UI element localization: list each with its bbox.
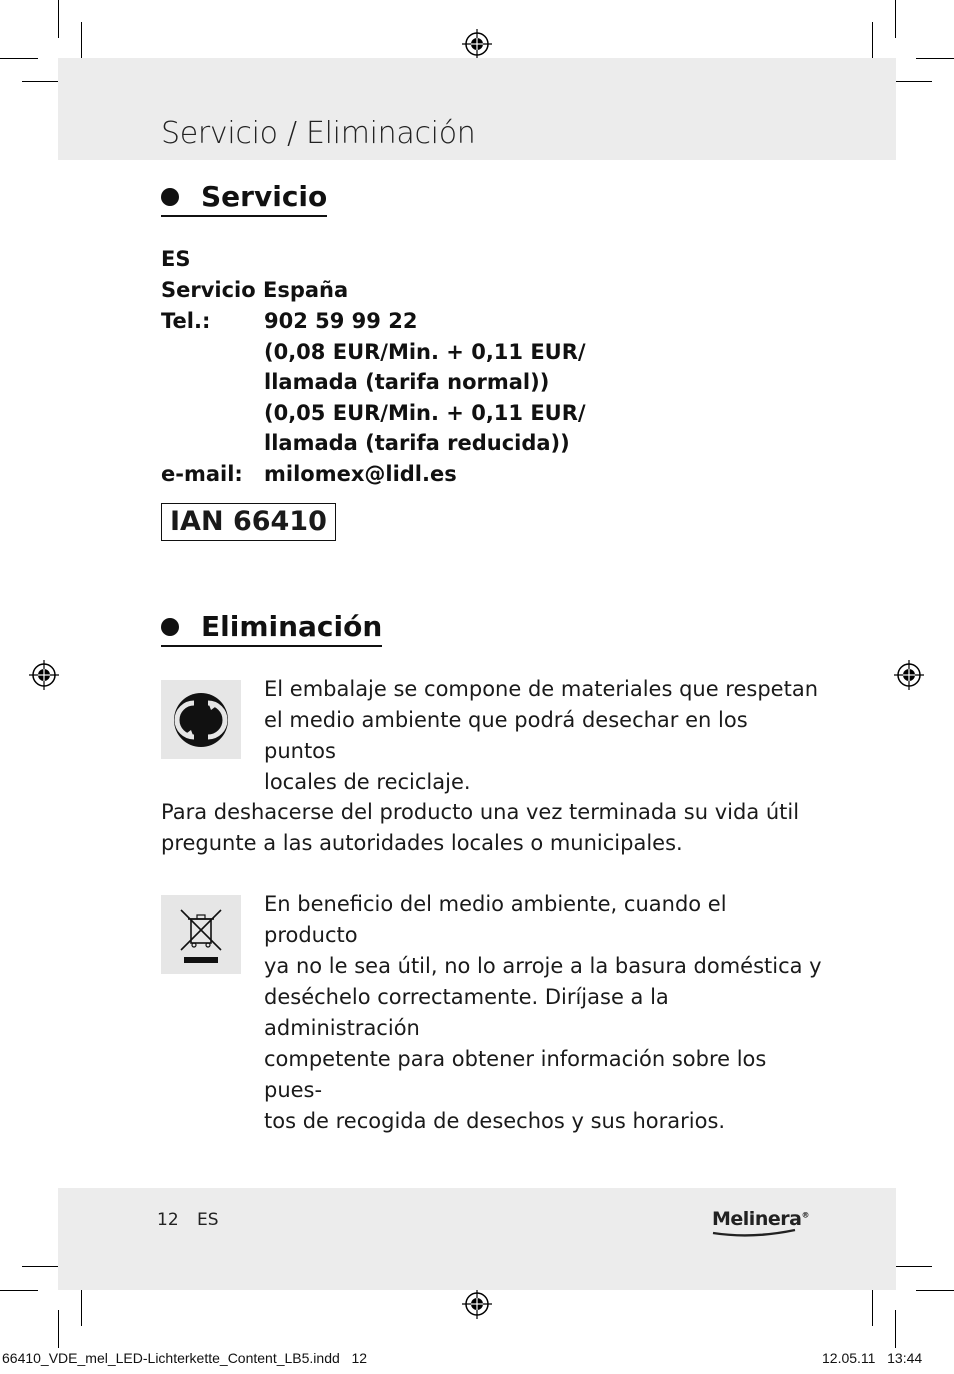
tel-label: Tel.: (161, 309, 211, 333)
text-line: competente para obtener información sobre los pues- (264, 1047, 767, 1102)
text-line: El embalaje se compone de materiales que respetan (264, 677, 818, 701)
servicio-heading (161, 180, 327, 217)
crossed-bin-icon (161, 895, 241, 974)
email-label: e-mail: (161, 462, 243, 486)
packaging-text (264, 674, 824, 798)
ian-box: IAN 66410 (161, 503, 336, 541)
bullet-icon (161, 188, 179, 206)
crop-mark (81, 22, 82, 62)
language-code: ES (197, 1210, 219, 1230)
brand-name: Melinera (712, 1208, 802, 1230)
rate-line: (0,08 EUR/Min. + 0,11 EUR/ (264, 340, 586, 364)
email-address: milomex@lidl.es (264, 462, 457, 486)
text-line: tos de recogida de desechos y sus horarios. (264, 1109, 726, 1133)
crop-mark (0, 1290, 38, 1291)
crop-mark (892, 1266, 932, 1267)
servicio-heading-label: Servicio (201, 180, 328, 213)
rate-line: llamada (tarifa reducida)) (264, 431, 570, 455)
crop-mark (58, 0, 59, 38)
brand-logo (712, 1208, 809, 1230)
page-number: 12 (157, 1210, 179, 1230)
text-line: pregunte a las autoridades locales o municipales. (161, 831, 683, 855)
country-code: ES (161, 247, 191, 271)
disposal-text (161, 797, 821, 859)
rate-line: llamada (tarifa normal)) (264, 370, 550, 394)
crop-mark (872, 22, 873, 62)
crop-mark (22, 81, 62, 82)
registration-mark-icon (462, 29, 492, 59)
slug-datetime: 12.05.11 13:44 (822, 1350, 923, 1366)
registration-mark-icon (29, 660, 59, 690)
text-line: locales de reciclaje. (264, 770, 471, 794)
text-line: ya no le sea útil, no lo arroje a la basura doméstica y (264, 954, 822, 978)
text-line: deséchelo correctamente. Diríjase a la administración (264, 985, 669, 1040)
crop-mark (892, 81, 932, 82)
slug-filename: 66410_VDE_mel_LED-Lichterkette_Content_LB5.indd 12 (2, 1350, 368, 1366)
crop-mark (81, 1286, 82, 1326)
crop-mark (58, 1310, 59, 1348)
tel-number: 902 59 99 22 (264, 309, 418, 333)
rate-line: (0,05 EUR/Min. + 0,11 EUR/ (264, 401, 586, 425)
crop-mark (895, 1310, 896, 1348)
weee-text (264, 889, 824, 1137)
page-title: Servicio / Eliminación (161, 116, 476, 151)
eliminacion-heading (161, 610, 382, 647)
bullet-icon (161, 618, 179, 636)
text-line: En beneficio del medio ambiente, cuando el producto (264, 892, 727, 947)
registered-mark: ® (801, 1210, 809, 1220)
crop-mark (916, 1290, 954, 1291)
registration-mark-icon (894, 660, 924, 690)
crop-mark (872, 1286, 873, 1326)
eliminacion-heading-label: Eliminación (201, 610, 383, 643)
green-dot-recycling-icon (161, 680, 241, 759)
brand-swoosh-icon (712, 1228, 796, 1238)
registration-mark-icon (462, 1289, 492, 1319)
crop-mark (895, 0, 896, 38)
footer-band (58, 1188, 896, 1290)
crop-mark (22, 1266, 62, 1267)
text-line: el medio ambiente que podrá desechar en los puntos (264, 708, 748, 763)
crop-mark (0, 58, 38, 59)
service-name: Servicio España (161, 278, 349, 302)
crop-mark (916, 58, 954, 59)
text-line: Para deshacerse del producto una vez terminada su vida útil (161, 800, 800, 824)
